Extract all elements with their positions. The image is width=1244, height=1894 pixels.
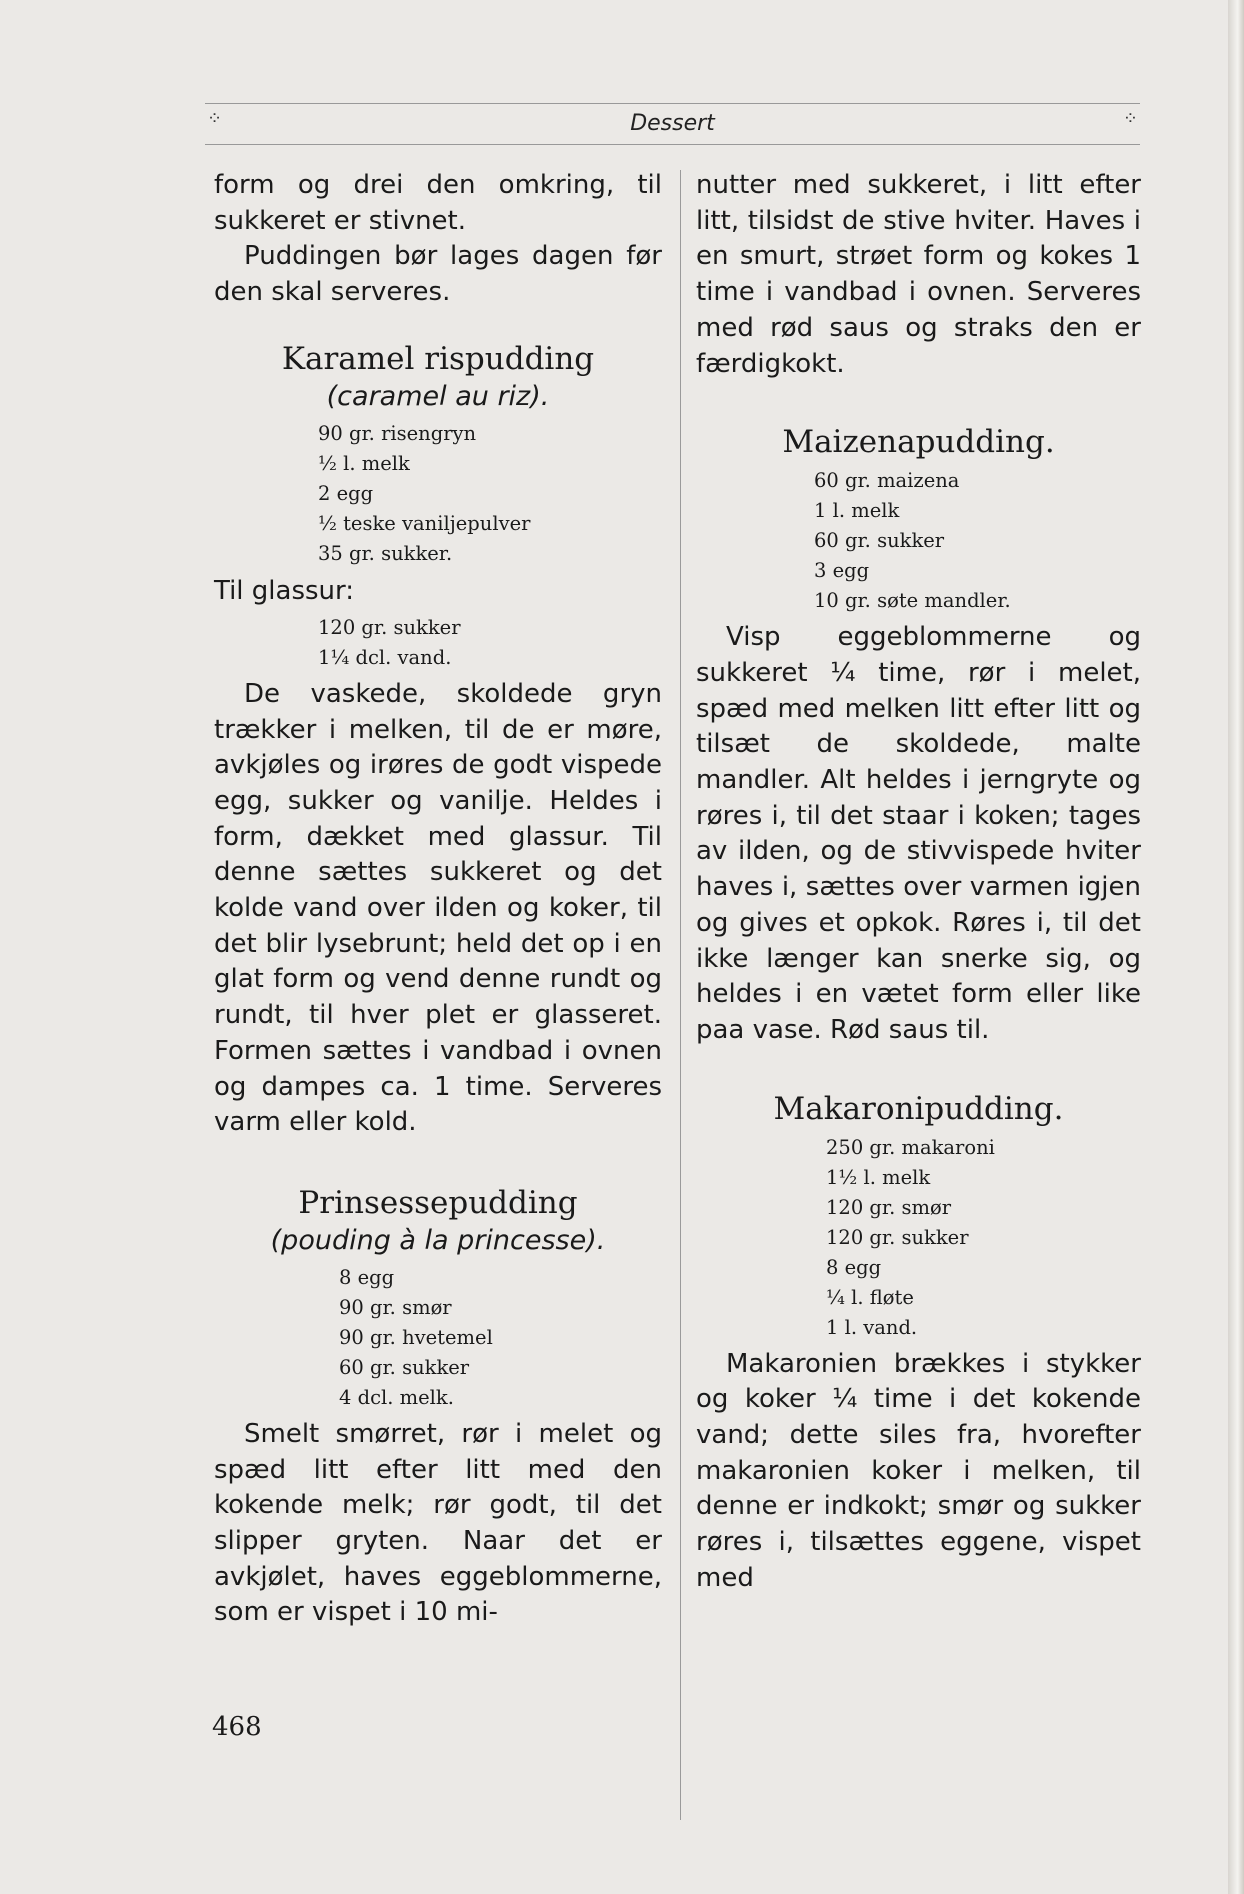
ingredient: 1 l. melk bbox=[814, 499, 900, 523]
recipe-text-karamel: De vaskede, skoldede gryn trækker i melken, til de er møre, avkjøles og irøres de godt vispede egg, sukker og vanilje. Heldes i form, dækket med glassur. Til denne sættes sukkeret og det kolde vand over ilden og koker, til det blir lysebrunt; held det op i en glat form og vend denne rundt og rundt, til hver plet er glasseret. Formen sættes i vandbad i ovnen og dampes ca. 1 time. Serveres varm eller kold. bbox=[214, 678, 662, 1138]
intro-text: nutter med sukkeret, i litt efter litt, tilsidst de stive hviter. Haves i en smurt, strøet form og kokes 1 time i vandbad i ovnen. Serveres med rød saus og straks den er færdigkokt. bbox=[696, 170, 1141, 379]
glassur-label: Til glassur: bbox=[214, 575, 355, 606]
recipe-title-makaroni: Makaronipudding. bbox=[773, 1090, 1064, 1127]
ingredient: 60 gr. sukker bbox=[814, 529, 945, 553]
ingredient: ½ teske vaniljepulver bbox=[318, 511, 531, 535]
ornament-right-icon: ⁘ bbox=[1122, 108, 1138, 129]
ingredient: 250 gr. makaroni bbox=[826, 1135, 995, 1159]
running-title: Dessert bbox=[630, 111, 715, 136]
ingredient: 90 gr. risengryn bbox=[318, 421, 477, 445]
recipe-title-maizena: Maizenapudding. bbox=[782, 424, 1055, 461]
right-column bbox=[696, 168, 1141, 1597]
ingredient: 3 egg bbox=[814, 559, 870, 583]
ingredient-list-makaroni bbox=[696, 1133, 1141, 1343]
recipe-text-prinsesse: Smelt smørret, rør i melet og spæd litt efter litt med den kokende melk; rør godt, til det slipper gryten. Naar det er avkjølet, haves eggeblommerne, som er vispet i 10 mi- bbox=[214, 1418, 662, 1628]
ingredient: 120 gr. smør bbox=[826, 1195, 952, 1219]
ingredient: 2 egg bbox=[318, 481, 374, 505]
ingredient: ¼ l. fløte bbox=[826, 1285, 914, 1309]
ingredient: 60 gr. sukker bbox=[339, 1355, 470, 1379]
recipe-subtitle-karamel: (caramel au riz). bbox=[326, 380, 550, 412]
ingredient: 120 gr. sukker bbox=[826, 1225, 969, 1249]
column-divider bbox=[680, 170, 681, 1820]
ingredient: 120 gr. sukker bbox=[318, 615, 461, 639]
ingredient: 1½ l. melk bbox=[826, 1165, 931, 1189]
ingredient: 4 dcl. melk. bbox=[339, 1385, 454, 1409]
page-number: 468 bbox=[212, 1712, 262, 1742]
page-edge bbox=[1228, 0, 1244, 1894]
ingredient: 10 gr. søte mandler. bbox=[814, 589, 1011, 613]
intro-line: Puddingen bør lages dagen før den skal serveres. bbox=[214, 241, 662, 308]
ingredient: 1 l. vand. bbox=[826, 1315, 918, 1339]
recipe-text-makaroni: Makaronien brækkes i stykker og koker ¼ time i det kokende vand; dette siles fra, hvorefter makaronien koker i melken, til denne er indkokt; smør og sukker røres i, tilsættes eggene, vispet med bbox=[696, 1348, 1141, 1593]
left-column bbox=[214, 168, 662, 1631]
ingredient: 8 egg bbox=[826, 1255, 882, 1279]
intro-line: form og drei den omkring, til sukkeret er stivnet. bbox=[214, 170, 662, 236]
ingredient-list-glassur bbox=[214, 613, 662, 673]
running-header bbox=[205, 103, 1140, 145]
recipe-title-prinsesse: Prinsessepudding bbox=[298, 1184, 578, 1221]
ingredient: 90 gr. hvetemel bbox=[339, 1325, 493, 1349]
ingredient-list-prinsesse bbox=[214, 1263, 662, 1413]
ingredient: 35 gr. sukker. bbox=[318, 541, 453, 565]
ingredient-list-karamel bbox=[214, 419, 662, 569]
ingredient-list-maizena bbox=[696, 466, 1141, 616]
recipe-subtitle-prinsesse: (pouding à la princesse). bbox=[270, 1224, 606, 1256]
ornament-left-icon: ⁘ bbox=[207, 108, 223, 129]
recipe-text-maizena: Visp eggeblommerne og sukkeret ¼ time, rør i melet, spæd med melken litt efter litt og tilsæt de skoldede, malte mandler. Alt heldes i jerngryte og røres i, til det staar i koken; tages av ilden, og de stivvispede hviter haves i, sættes over varmen igjen og gives et opkok. Røres i, til det ikke længer kan snerke sig, og heldes i en vætet form eller like paa vase. Rød saus til. bbox=[696, 622, 1141, 1045]
recipe-title-karamel: Karamel rispudding bbox=[281, 340, 595, 377]
ingredient: 8 egg bbox=[339, 1265, 395, 1289]
ingredient: 60 gr. maizena bbox=[814, 469, 960, 493]
ingredient: 90 gr. smør bbox=[339, 1295, 452, 1319]
ingredient: 1¼ dcl. vand. bbox=[318, 645, 452, 669]
ingredient: ½ l. melk bbox=[318, 451, 410, 475]
